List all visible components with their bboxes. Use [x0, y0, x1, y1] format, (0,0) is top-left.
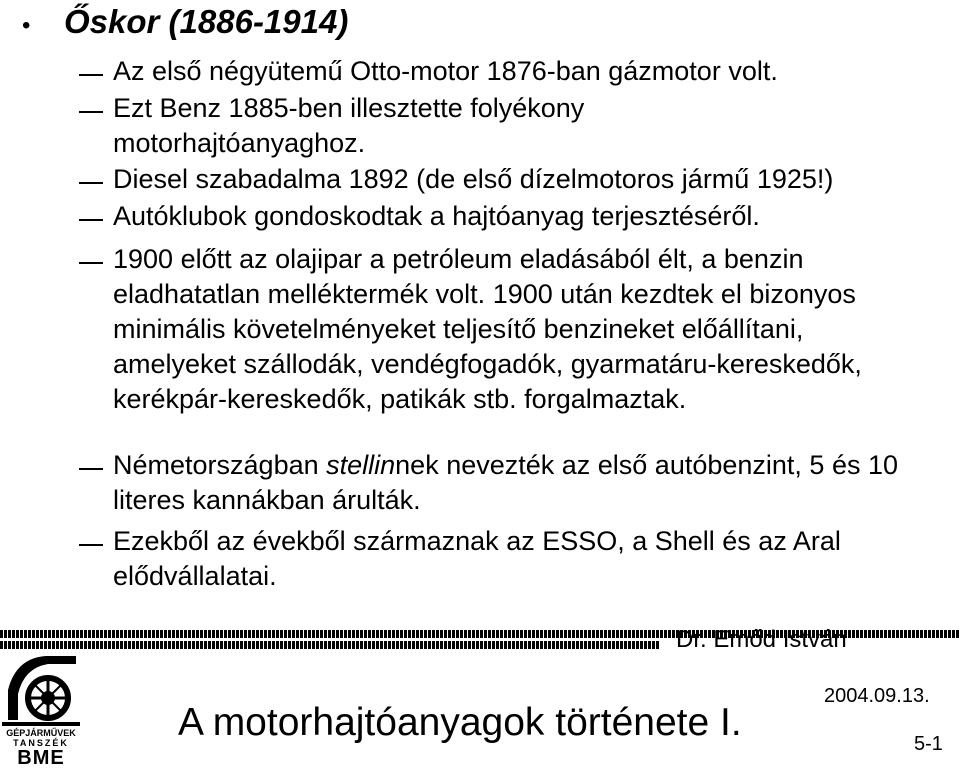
stellin-term: stellin	[326, 450, 396, 480]
dash-icon	[79, 468, 103, 470]
footer-date: 2004.09.13.	[824, 685, 930, 707]
bullet-icon: •	[22, 12, 31, 39]
list-item-text: Az első négyütemű Otto-motor 1876-ban gázmotor volt.	[113, 56, 778, 86]
logo-text-bme: BME	[17, 747, 65, 769]
list-item-text: Autóklubok gondoskodtak a hajtóanyag terjesztéséről.	[113, 201, 760, 231]
bme-logo	[2, 650, 80, 770]
list-item-text: Ezt Benz 1885-ben illesztette folyékony motorhajtóanyaghoz.	[113, 93, 585, 158]
car-wheel-icon	[2, 650, 80, 728]
footer-divider-lower	[0, 641, 660, 649]
logo-text-gepjarmuvek: GÉPJÁRMŰVEK	[6, 728, 76, 738]
footer-title: A motorhajtóanyagok története I.	[178, 701, 742, 744]
slide-heading: Őskor (1886-1914)	[64, 3, 349, 40]
dash-icon	[79, 111, 103, 113]
dash-icon	[79, 182, 103, 184]
list-item-text: Ezekből az évekből származnak az ESSO, a Shell és az Aral elődvállalatai.	[113, 526, 841, 591]
list-item-text	[113, 448, 943, 518]
slide-heading-row	[22, 2, 348, 42]
dash-icon	[79, 544, 103, 546]
dash-icon	[79, 262, 103, 264]
dash-icon	[79, 74, 103, 76]
list-item-text: Diesel szabadalma 1892 (de első dízelmotoros jármű 1925!)	[113, 164, 834, 194]
dash-icon	[79, 219, 103, 221]
list-item-text-start: Németországban	[113, 450, 327, 480]
list-item-text: 1900 előtt az olajipar a petróleum eladásából élt, a benzin eladhatatlan melléktermék volt. 1900 után kezdtek el bizonyos minimális követelményeket teljesítő benzineket előállítani, amelyeket szállodák, vendégfogadók, gyarmatáru-kereskedők, kerékpár-kereskedők, patikák stb. forgalmaztak.	[113, 244, 862, 414]
logo-text-tanszek: TANSZÉK	[13, 738, 69, 748]
list-item-text-end: nek nevezték az első autóbenzint, 5 és 10 literes kannákban árulták.	[113, 450, 898, 515]
page-number: 5-1	[914, 733, 943, 755]
author-name: Dr. Emőd István	[676, 626, 847, 653]
